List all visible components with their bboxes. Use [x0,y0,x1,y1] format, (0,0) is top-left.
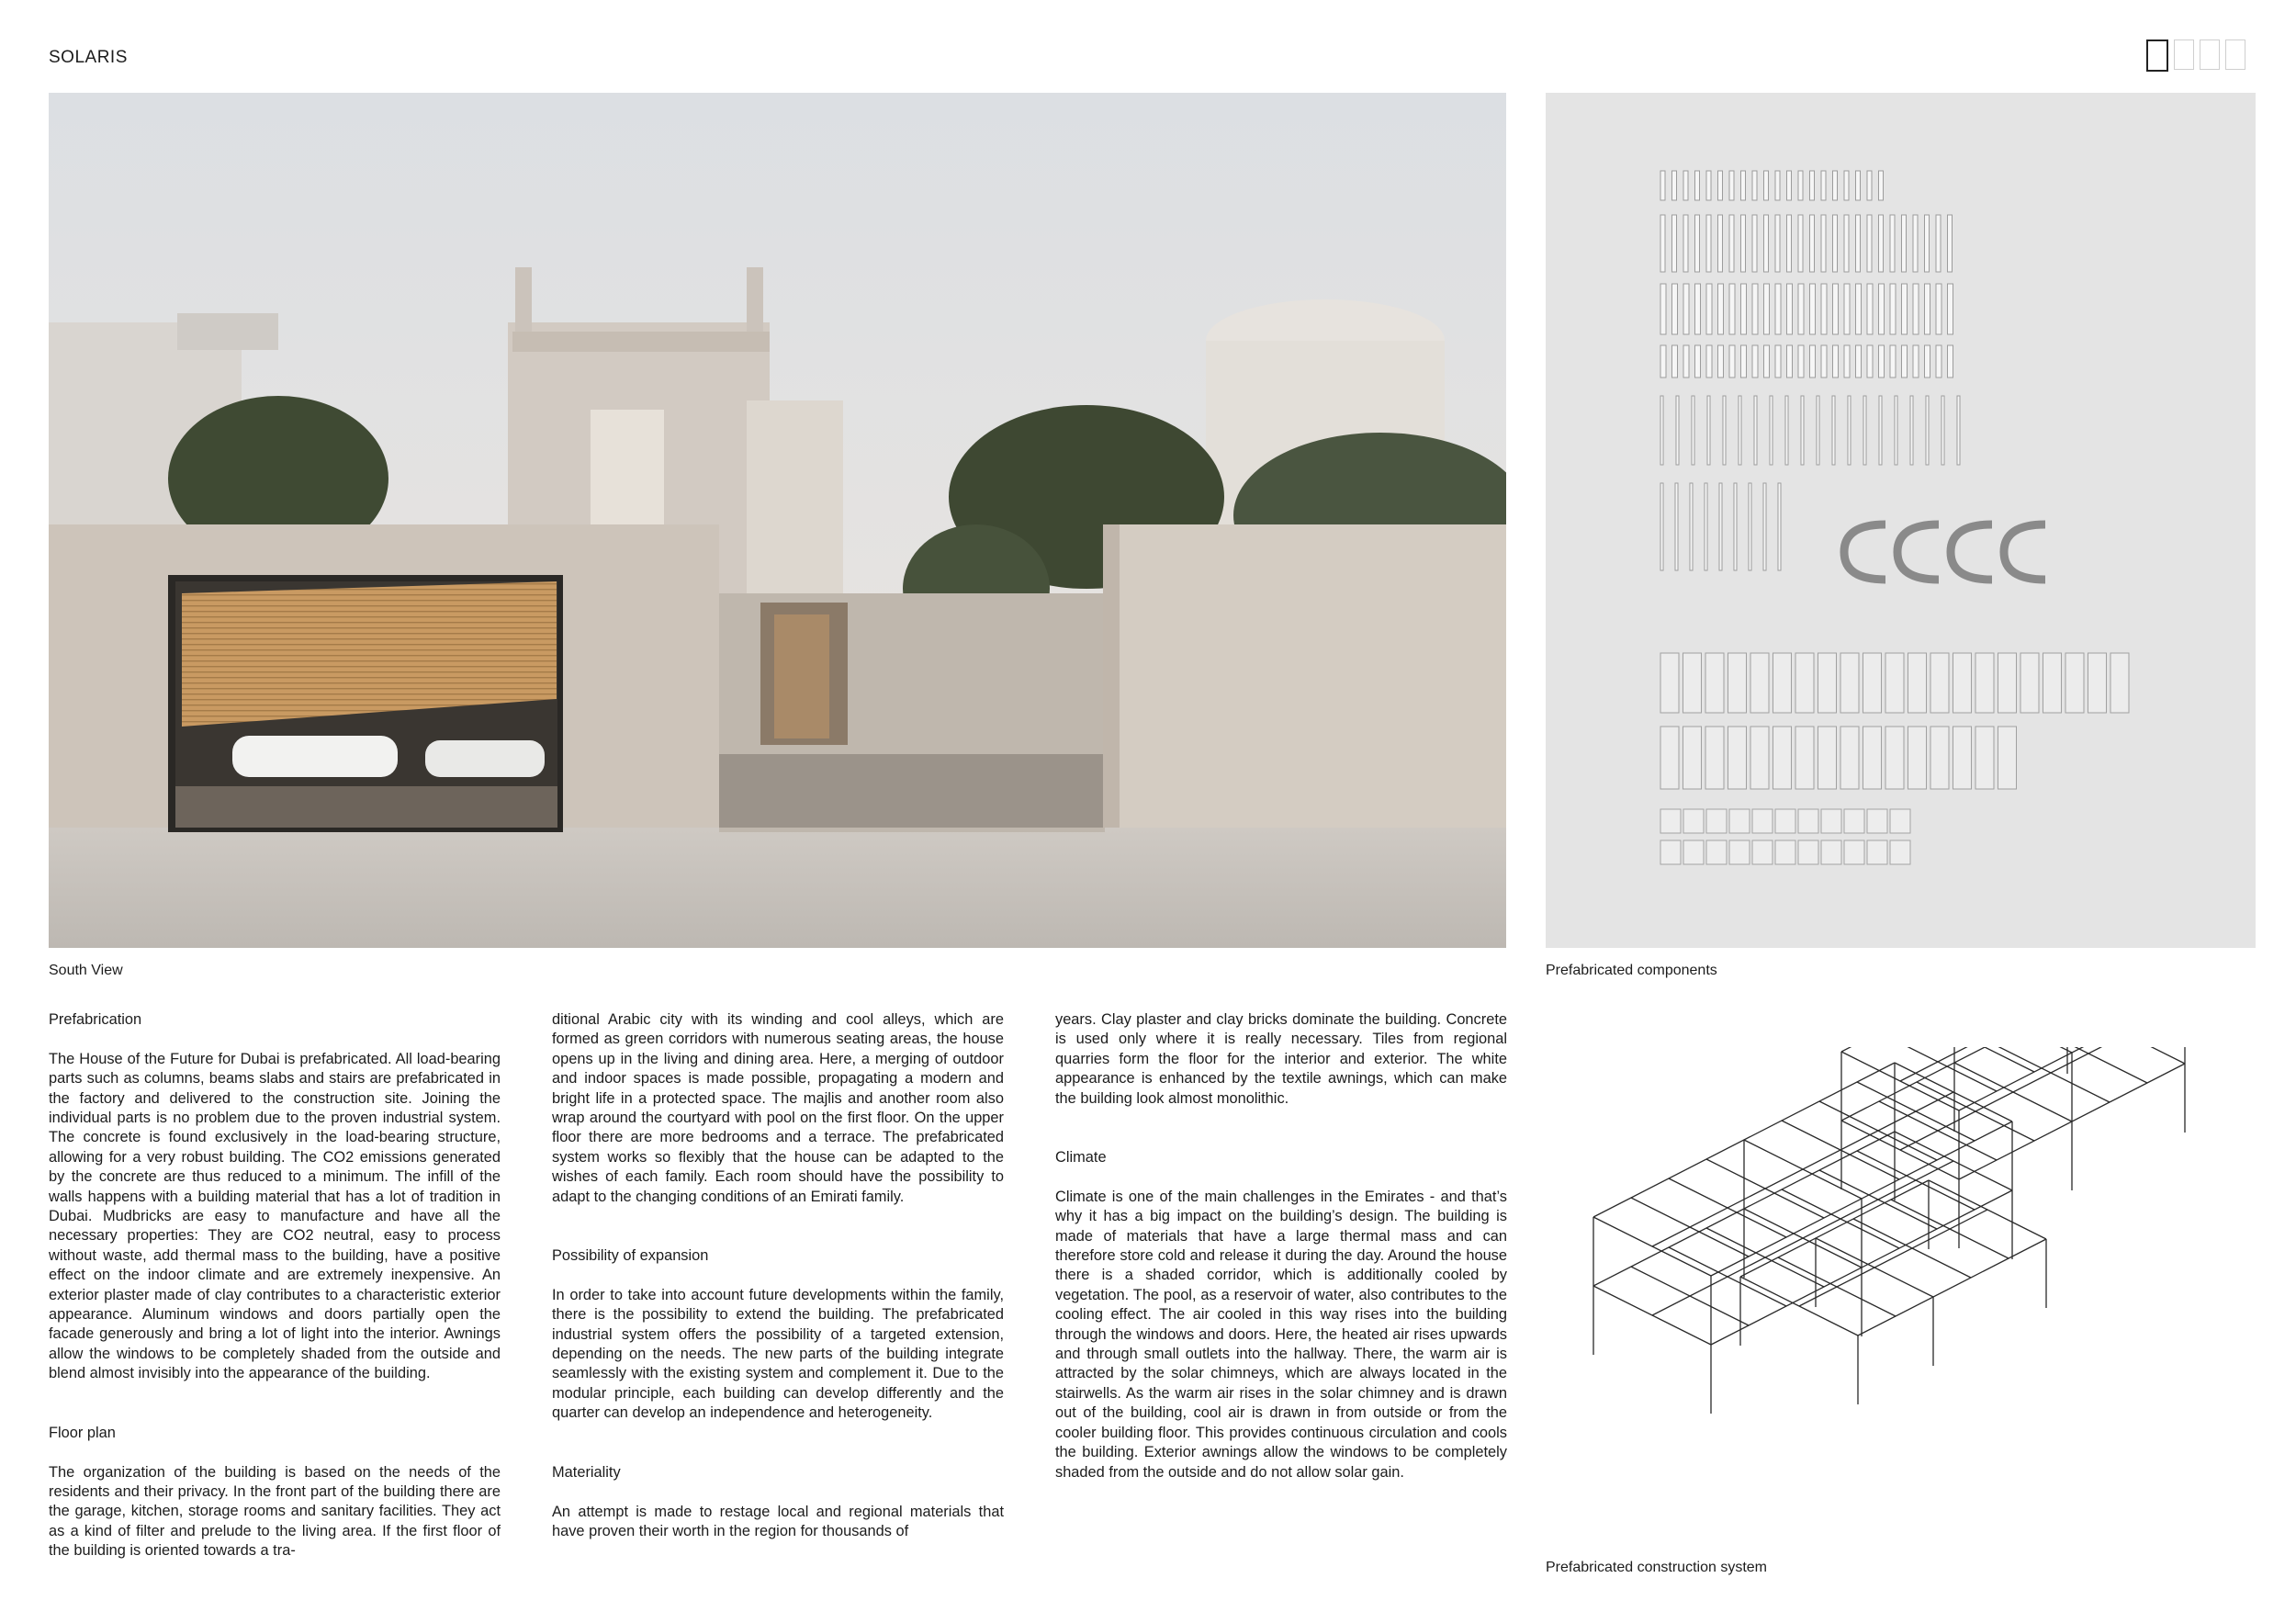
component-piece [1660,809,1681,833]
frame-member [1858,1239,2046,1336]
page-indicator [2146,39,2245,72]
component-piece [1660,396,1663,465]
component-piece [1719,483,1722,570]
component-piece [1817,396,1819,465]
component-piece [1787,284,1793,334]
stair-piece [1951,524,1992,580]
stair-piece [1897,524,1939,580]
component-piece [1672,345,1678,378]
component-piece [1953,727,1972,789]
prefabricated-components-image [1546,93,2256,948]
component-piece [1683,284,1689,334]
component-piece [1706,215,1711,272]
component-piece [2065,653,2084,713]
component-piece [1683,809,1704,833]
component-piece [1902,284,1908,334]
components-caption: Prefabricated components [1546,963,1717,978]
component-piece [1741,345,1747,378]
heading-climate: Climate [1055,1149,1107,1167]
component-piece [1798,284,1804,334]
component-piece [1844,809,1864,833]
component-piece [1672,284,1678,334]
component-piece [1741,171,1746,200]
component-piece [1890,284,1896,334]
component-piece [1895,396,1897,465]
component-piece [1775,840,1795,864]
component-piece [1705,653,1724,713]
component-piece [1775,171,1780,200]
frame-member [1799,1210,1987,1306]
component-piece [1729,215,1734,272]
component-piece [1821,840,1841,864]
heading-floor-plan: Floor plan [49,1424,116,1441]
component-piece [1660,345,1666,378]
component-piece [1867,840,1887,864]
component-piece [1890,215,1895,272]
component-piece [1683,171,1688,200]
construction-frame-illustration [1575,1047,2218,1543]
component-piece [1998,653,2017,713]
component-piece [1707,396,1710,465]
component-piece [1833,171,1838,200]
component-piece [1885,653,1904,713]
page-indicator-4 [2225,39,2245,70]
component-piece [1705,727,1724,789]
page-title: SOLARIS [49,48,128,67]
component-piece [2088,653,2107,713]
component-piece [1660,215,1665,272]
component-piece [1867,809,1887,833]
stair-piece [1844,524,1885,580]
component-piece [1879,171,1884,200]
component-piece [1957,396,1960,465]
component-piece [1775,284,1781,334]
component-piece [1695,215,1700,272]
component-piece [1749,483,1751,570]
component-piece [1867,171,1872,200]
text-column-3 [1055,1010,1507,1522]
component-piece [1660,483,1663,570]
component-piece [1810,345,1816,378]
component-piece [1750,653,1769,713]
component-piece [1775,345,1781,378]
component-piece [1913,345,1919,378]
component-piece [1821,809,1841,833]
component-piece [1863,396,1866,465]
component-piece [1692,396,1694,465]
page-indicator-2 [2174,39,2194,70]
component-piece [1953,653,1972,713]
component-piece [1660,840,1681,864]
component-piece [1879,396,1882,465]
component-piece [1695,171,1700,200]
component-piece [1821,215,1826,272]
component-piece [1856,284,1862,334]
component-piece [1683,215,1688,272]
component-piece [1867,215,1872,272]
component-piece [1660,653,1679,713]
component-piece [1683,727,1702,789]
component-piece [1863,727,1882,789]
component-piece [1706,809,1727,833]
component-piece [1936,284,1941,334]
frame-member [1954,1047,2072,1053]
component-piece [1787,171,1792,200]
page-indicator-3 [2200,39,2220,70]
paragraph-expansion: In order to take into account future developments within the family, there is the possibility to extend the building. The prefabricated industrial system offers the possibility of a targeted extension, depending on the needs. The new parts of the building integrate seamlessly with the existing system and complement it. Due to the modular principle, each building can develop differently and the quarter can develop an independence and heterogeneity. [552,1286,1004,1422]
paragraph-climate: Climate is one of the main challenges in the Emirates - and that’s why it has a big impact on the building’s design. The building is made of materials that have a large thermal mass and can therefore store cold and release it during the day. Around the house there is a shaded corridor, which is additionally cooled by vegetation. The pool, as a reservoir of water, also contributes to the cooling effect. The air cooled in this way rises into the building through the windows and doors. Here, the heated air rises upwards and through small outlets into the hallway. There, the warm air is attracted by the solar chimneys, which are always located in the stairwells. As the warm air rises in the solar chimney and is drawn out of the building, cool air is drawn in from outside or from the cooler building floor. This provides continuous circulation and cools the building. Exterior awnings allow the windows to be completely shaded from the outside and do not allow solar gain. [1055,1188,1507,1481]
component-piece [1718,171,1723,200]
component-piece [1741,215,1746,272]
component-piece [1763,483,1766,570]
component-piece [1675,483,1678,570]
component-piece [1754,396,1757,465]
component-piece [1764,345,1770,378]
component-piece [1728,727,1747,789]
component-piece [1867,284,1873,334]
component-piece [1879,345,1885,378]
component-piece [1706,171,1711,200]
component-piece [1764,284,1770,334]
component-piece [1840,727,1859,789]
heading-expansion: Possibility of expansion [552,1247,709,1265]
component-piece [1672,171,1677,200]
component-piece [1660,171,1665,200]
paragraph-floor-plan: The organization of the building is based on the needs of the residents and their privacy. In the front part of the building there are the garage, kitchen, storage rooms and sanitary facilities. They act as a kind of filter and prelude to the living area. If the first floor of the building is oriented towards a tra- [49,1463,501,1560]
component-piece [1683,653,1702,713]
components-illustration [1546,93,2256,948]
component-piece [1672,215,1677,272]
component-piece [1773,727,1792,789]
component-piece [1706,840,1727,864]
component-piece [1844,215,1849,272]
component-piece [1879,215,1884,272]
component-piece [1840,653,1859,713]
component-piece [1818,727,1837,789]
component-piece [1660,284,1666,334]
component-piece [1925,284,1930,334]
component-piece [1936,345,1941,378]
component-piece [1885,727,1904,789]
component-piece [1798,215,1803,272]
component-piece [1833,345,1839,378]
component-piece [2110,653,2129,713]
south-view-render [49,93,1506,948]
component-piece [1695,345,1701,378]
construction-caption: Prefabricated construction system [1546,1560,1767,1575]
component-piece [1706,345,1712,378]
component-piece [1705,483,1707,570]
component-piece [1810,215,1815,272]
component-piece [1773,653,1792,713]
south-view-illustration [49,93,1506,948]
component-piece [1975,653,1994,713]
component-piece [1695,284,1701,334]
component-piece [1752,809,1773,833]
component-piece [1764,215,1769,272]
component-piece [1948,284,1953,334]
component-piece [1795,653,1814,713]
paragraph-materiality: An attempt is made to restage local and regional materials that have proven their worth in the region for thousands of [552,1503,1004,1539]
component-piece [1729,171,1734,200]
component-piece [1741,284,1747,334]
component-piece [1764,171,1769,200]
component-piece [1902,345,1908,378]
component-piece [2043,653,2062,713]
component-piece [1844,345,1850,378]
component-piece [1660,727,1679,789]
component-piece [1913,215,1918,272]
component-piece [1752,840,1773,864]
component-piece [1778,483,1781,570]
component-piece [1948,215,1953,272]
component-piece [1676,396,1679,465]
component-piece [1770,396,1773,465]
component-piece [1879,284,1885,334]
component-piece [1718,284,1724,334]
component-piece [1913,284,1919,334]
component-piece [1734,483,1737,570]
component-piece [1867,345,1873,378]
component-piece [1848,396,1851,465]
component-piece [1683,840,1704,864]
component-piece [1890,809,1910,833]
frame-member [1652,1161,1953,1315]
component-piece [1925,215,1930,272]
component-piece [1936,215,1941,272]
component-piece [1844,840,1864,864]
component-piece [1785,396,1788,465]
component-piece [1930,727,1949,789]
component-piece [1810,284,1816,334]
component-piece [1856,171,1861,200]
component-piece [1856,215,1861,272]
component-piece [1729,809,1750,833]
component-piece [1844,284,1850,334]
component-piece [1856,345,1862,378]
component-piece [1729,345,1735,378]
component-piece [1844,171,1849,200]
component-piece [1723,396,1726,465]
component-piece [1798,345,1804,378]
component-piece [1752,284,1758,334]
component-piece [1729,284,1735,334]
component-piece [1718,345,1724,378]
text-column-1 [49,1010,501,1601]
component-piece [1941,396,1944,465]
component-piece [1787,215,1792,272]
component-piece [1750,727,1769,789]
component-piece [1948,345,1953,378]
component-piece [1810,171,1815,200]
component-piece [1801,396,1804,465]
component-piece [1910,396,1913,465]
component-piece [1821,171,1826,200]
component-piece [1863,653,1882,713]
stair-piece [2004,524,2045,580]
component-piece [1752,171,1757,200]
component-piece [1729,840,1750,864]
component-piece [1925,345,1930,378]
component-piece [1775,809,1795,833]
component-piece [1833,215,1838,272]
component-piece [1683,345,1689,378]
paragraph-prefabrication: The House of the Future for Dubai is prefabricated. All load-bearing parts such as columns, beams slabs and stairs are prefabricated in the factory and delivered to the construction site. Joining the individual parts is no problem due to the proven industrial system. The concrete is found exclusively in the load-bearing structure, allowing for a very robust building. The CO2 emissions generated by the concrete are thus reduced to a minimum. The infill of the walls happens with a building material that has a lot of tradition in Dubai. Mudbricks are easy to manufacture and have all the necessary properties: They are CO2 neutral, easy to process without waste, add thermal mass to the building, have a positive effect on the indoor climate and are extremely inexpensive. An exterior plaster made of clay contributes to a characteristic exterior appearance. Aluminum windows and doors partially open the facade generously and bring a lot of light into the interior. Awnings allow the windows to be completely shaded from the outside and blend almost invisibly into the appearance of the building. [49,1050,501,1382]
component-piece [1998,727,2017,789]
component-piece [2020,653,2039,713]
component-piece [1890,345,1896,378]
component-piece [1728,653,1747,713]
component-piece [1908,653,1927,713]
component-piece [1798,840,1818,864]
component-piece [1902,215,1907,272]
page-indicator-1 [2146,39,2168,72]
component-piece [1752,345,1758,378]
component-piece [1752,215,1757,272]
component-piece [1833,284,1839,334]
paragraph-floor-plan-continued: ditional Arabic city with its winding and cool alleys, which are formed as green corridors with numerous seating areas, the house opens up in the living and dining area. Here, a merging of outdoor and indoor spaces is made possible, propagating a modern and bright life in a protected space. The majlis and another room also wrap around the courtyard with pool on the first floor. On the upper floor there are more bedrooms and a terrace. The prefabricated system works so flexibly that the house can be adapted to the wishes of each family. Each room should have the possibility to adapt to the changing conditions of an Emirati family. [552,1011,1004,1205]
component-piece [1832,396,1835,465]
component-piece [1706,284,1712,334]
south-view-caption: South View [49,963,123,978]
component-piece [1787,345,1793,378]
component-piece [1975,727,1994,789]
paragraph-materiality-continued: years. Clay plaster and clay bricks dominate the building. Concrete is used only where it is really necessary. Tiles from regional quarries form the floor for the interior and exterior. The white appearance is enhanced by the textile awnings, which can make the building look almost monolithic. [1055,1011,1507,1107]
component-piece [1775,215,1780,272]
component-piece [1821,345,1827,378]
component-piece [1926,396,1929,465]
component-piece [1908,727,1927,789]
component-piece [1818,653,1837,713]
component-piece [1739,396,1741,465]
component-piece [1890,840,1910,864]
component-piece [1690,483,1693,570]
component-piece [1821,284,1827,334]
component-piece [1930,653,1949,713]
construction-system-drawing [1575,1047,2218,1543]
component-piece [1795,727,1814,789]
component-piece [1798,809,1818,833]
heading-prefabrication: Prefabrication [49,1011,142,1028]
component-piece [1718,215,1723,272]
component-piece [1798,171,1803,200]
heading-materiality: Materiality [552,1463,621,1481]
text-column-2 [552,1010,1004,1581]
